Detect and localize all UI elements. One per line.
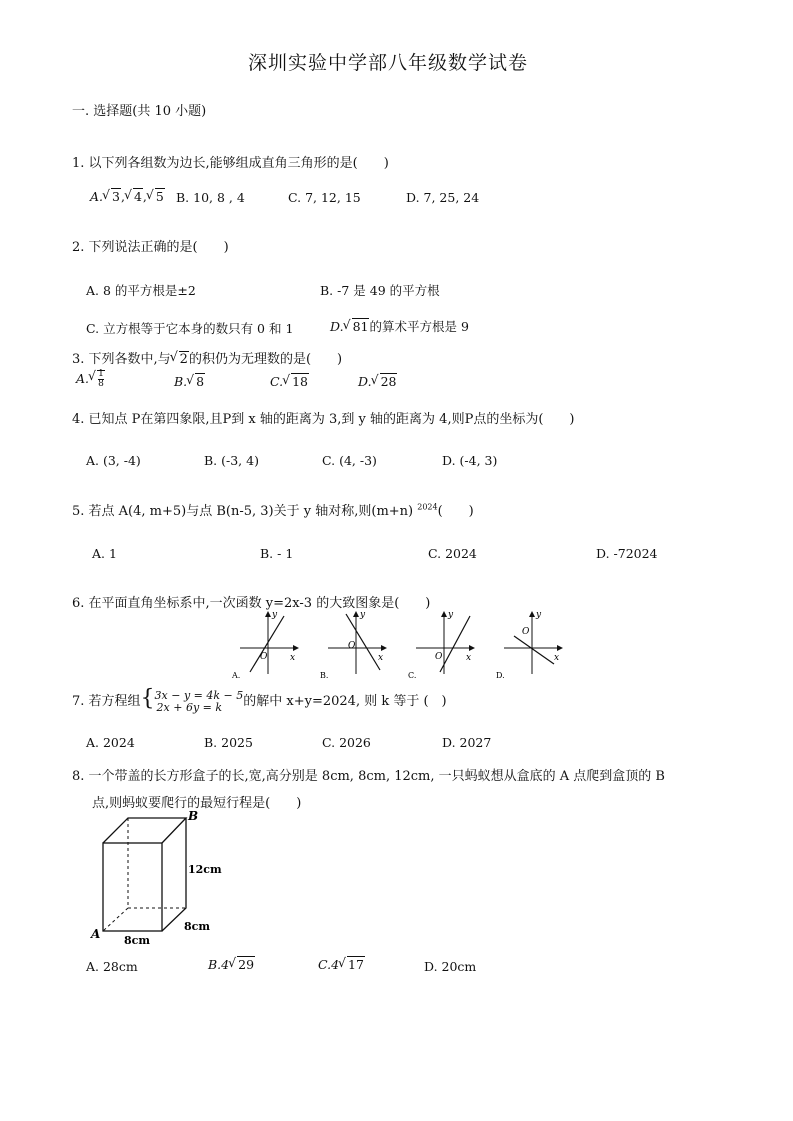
- q2-d-radicand: 81: [352, 319, 369, 334]
- sqrt-symbol: [372, 374, 398, 389]
- q5-option-d: D. -72024: [596, 546, 658, 561]
- q3-stem-post: 的积仍为无理数的是( ): [188, 352, 343, 367]
- q8-option-d: D. 20cm: [424, 959, 477, 974]
- q5-exponent: 2024: [417, 502, 438, 512]
- q3-stem-pre: 3. 下列各数中,与: [72, 352, 171, 367]
- q4-stem: 4. 已知点 P在第四象限,且P到 x 轴的距离为 3,到 y 轴的距离为 4,则P点的坐标为( ): [72, 412, 575, 427]
- sqrt-symbol: [103, 189, 121, 204]
- q6-c-axis-y: y: [448, 610, 454, 620]
- q8-b-label: B.4: [208, 957, 230, 972]
- q6-a-label: A.: [232, 671, 241, 680]
- q8-label-length: 8cm: [124, 934, 150, 947]
- q6-d-label: D.: [496, 671, 505, 680]
- sqrt-symbol: [344, 319, 370, 334]
- q6-graph-b: [320, 610, 386, 680]
- page-title: 深圳实验中学部八年级数学试卷: [248, 52, 529, 74]
- sqrt-symbol: [147, 189, 165, 204]
- q7-option-c: C. 2026: [322, 735, 371, 750]
- brace-symbol: {: [140, 686, 155, 711]
- q2-option-b: B. -7 是 49 的平方根: [320, 283, 440, 298]
- equation-system: [155, 690, 244, 714]
- q2-option-d: [330, 317, 469, 335]
- q4-option-d: D. (-4, 3): [442, 453, 498, 468]
- q1-option-a: A.√ 3,√ 4,√ 5: [90, 189, 165, 204]
- q8-label-a: A: [91, 927, 101, 941]
- q6-d-axis-y: y: [536, 610, 542, 620]
- q3-stem-radicand: 2: [179, 352, 188, 367]
- q8-option-c: [318, 957, 365, 972]
- q1-a-radicand-1: 3: [112, 189, 120, 204]
- q7-equation-1: 3x − y = 4k − 5: [154, 688, 244, 702]
- q3-d-radicand: 28: [380, 374, 397, 389]
- q6-a-line: [250, 616, 284, 672]
- q2-d-tail: 的算术平方根是 9: [369, 319, 469, 334]
- q3-b-label: B.: [174, 374, 188, 389]
- q6-graph-d: [496, 610, 562, 680]
- box-right-face: [162, 818, 186, 931]
- q3-c-radicand: 18: [292, 374, 308, 389]
- q1-option-b: B. 10, 8 , 4: [176, 190, 245, 205]
- sqrt-symbol: [125, 189, 143, 204]
- q6-b-axis-y: y: [360, 610, 366, 620]
- q6-c-origin: O: [435, 652, 443, 662]
- q8-box-figure: [88, 808, 228, 950]
- sqrt-symbol: [89, 370, 105, 389]
- box-top-face: [103, 818, 186, 843]
- q2-stem: 2. 下列说法正确的是( ): [72, 240, 229, 255]
- q1-option-d: D. 7, 25, 24: [406, 190, 480, 205]
- box-hidden-edge: [103, 908, 128, 931]
- sqrt-symbol: [339, 957, 365, 972]
- q3-a-label: A.: [76, 371, 90, 386]
- q6-b-label: B.: [320, 671, 329, 680]
- q7-equation-2: 2x + 6y = k: [156, 700, 223, 714]
- q3-option-c: [270, 374, 309, 389]
- q4-option-b: B. (-3, 4): [204, 453, 259, 468]
- sqrt-symbol: [187, 374, 205, 389]
- q4-option-c: C. (4, -3): [322, 453, 377, 468]
- q6-b-origin: O: [348, 641, 356, 651]
- q8-b-radicand: 29: [238, 957, 255, 972]
- q6-d-axis-x: x: [554, 653, 560, 663]
- q1-a-radicand-2: 4: [133, 189, 142, 204]
- q6-stem: 6. 在平面直角坐标系中,一次函数 y=2x-3 的大致图象是( ): [72, 596, 431, 611]
- sqrt-symbol: [229, 957, 255, 972]
- q8-c-radicand: 17: [348, 957, 364, 972]
- q5-stem-post: ( ): [437, 504, 474, 519]
- q7-option-b: B. 2025: [204, 735, 253, 750]
- q8-label-b: B: [188, 809, 199, 823]
- q4-option-a: A. (3, -4): [86, 453, 141, 468]
- q3-d-label: D.: [358, 374, 372, 389]
- q6-graphs: [228, 608, 568, 682]
- q3-b-radicand: 8: [196, 374, 205, 389]
- fraction: [98, 370, 104, 389]
- q3-c-label: C.: [270, 374, 284, 389]
- q6-d-origin: O: [522, 627, 530, 637]
- q6-b-axis-x: x: [378, 653, 384, 663]
- q8-label-width: 8cm: [184, 920, 210, 933]
- q7-stem: [72, 688, 447, 714]
- q1-option-c: C. 7, 12, 15: [288, 190, 361, 205]
- q6-d-line: [514, 636, 554, 664]
- q2-option-a: A. 8 的平方根是±2: [86, 283, 196, 298]
- q6-graph-a: [231, 610, 298, 680]
- q2-d-label: D.: [330, 319, 344, 334]
- q6-a-axis-x: x: [290, 653, 296, 663]
- q8-c-label: C.4: [318, 957, 340, 972]
- q7-option-a: A. 2024: [86, 735, 135, 750]
- q6-c-label: C.: [408, 671, 417, 680]
- q6-a-origin: O: [260, 652, 268, 662]
- q3-option-a: [76, 370, 105, 389]
- q7-option-d: D. 2027: [442, 735, 492, 750]
- q3-option-b: [174, 374, 205, 389]
- q3-stem: [72, 348, 342, 367]
- q5-stem-pre: 5. 若点 A(4, m+5)与点 B(n-5, 3)关于 y 轴对称,则(m+n): [72, 504, 414, 519]
- q2-option-c: C. 立方根等于它本身的数只有 0 和 1: [86, 321, 294, 336]
- q1-a-radicand-3: 5: [155, 189, 164, 204]
- q3-a-denominator: 8: [98, 379, 104, 389]
- q5-stem: [72, 500, 474, 519]
- q8-stem-line1: 8. 一个带盖的长方形盒子的长,宽,高分别是 8cm, 8cm, 12cm, 一只蚂蚁想从盒底的 A 点爬到盒顶的 B: [72, 769, 665, 784]
- sqrt-symbol: [283, 374, 309, 389]
- q1-stem: 1. 以下列各组数为边长,能够组成直角三角形的是( ): [72, 156, 389, 171]
- q7-stem-pre: 7. 若方程组: [72, 694, 141, 709]
- q6-c-axis-x: x: [466, 653, 472, 663]
- q8-label-height: 12cm: [188, 863, 222, 876]
- q5-option-a: A. 1: [92, 546, 117, 561]
- q8-option-a: A. 28cm: [86, 959, 138, 974]
- sqrt-symbol: [171, 352, 189, 367]
- q8-stem-line2: 点,则蚂蚁要爬行的最短行程是( ): [92, 796, 302, 811]
- q5-option-c: C. 2024: [428, 546, 477, 561]
- q1-a-label: A.: [90, 189, 104, 204]
- q8-option-b: [208, 957, 255, 972]
- box-front-face: [103, 843, 162, 931]
- q3-option-d: [358, 374, 397, 389]
- q3-a-numerator: √ 1: [98, 369, 104, 379]
- q6-graph-c: [408, 610, 474, 680]
- q6-a-axis-y: y: [272, 610, 278, 620]
- section-heading: 一. 选择题(共 10 小题): [72, 104, 207, 119]
- q5-option-b: B. - 1: [260, 546, 294, 561]
- q7-stem-post: 的解中 x+y=2024, 则 k 等于 ( ): [243, 694, 447, 709]
